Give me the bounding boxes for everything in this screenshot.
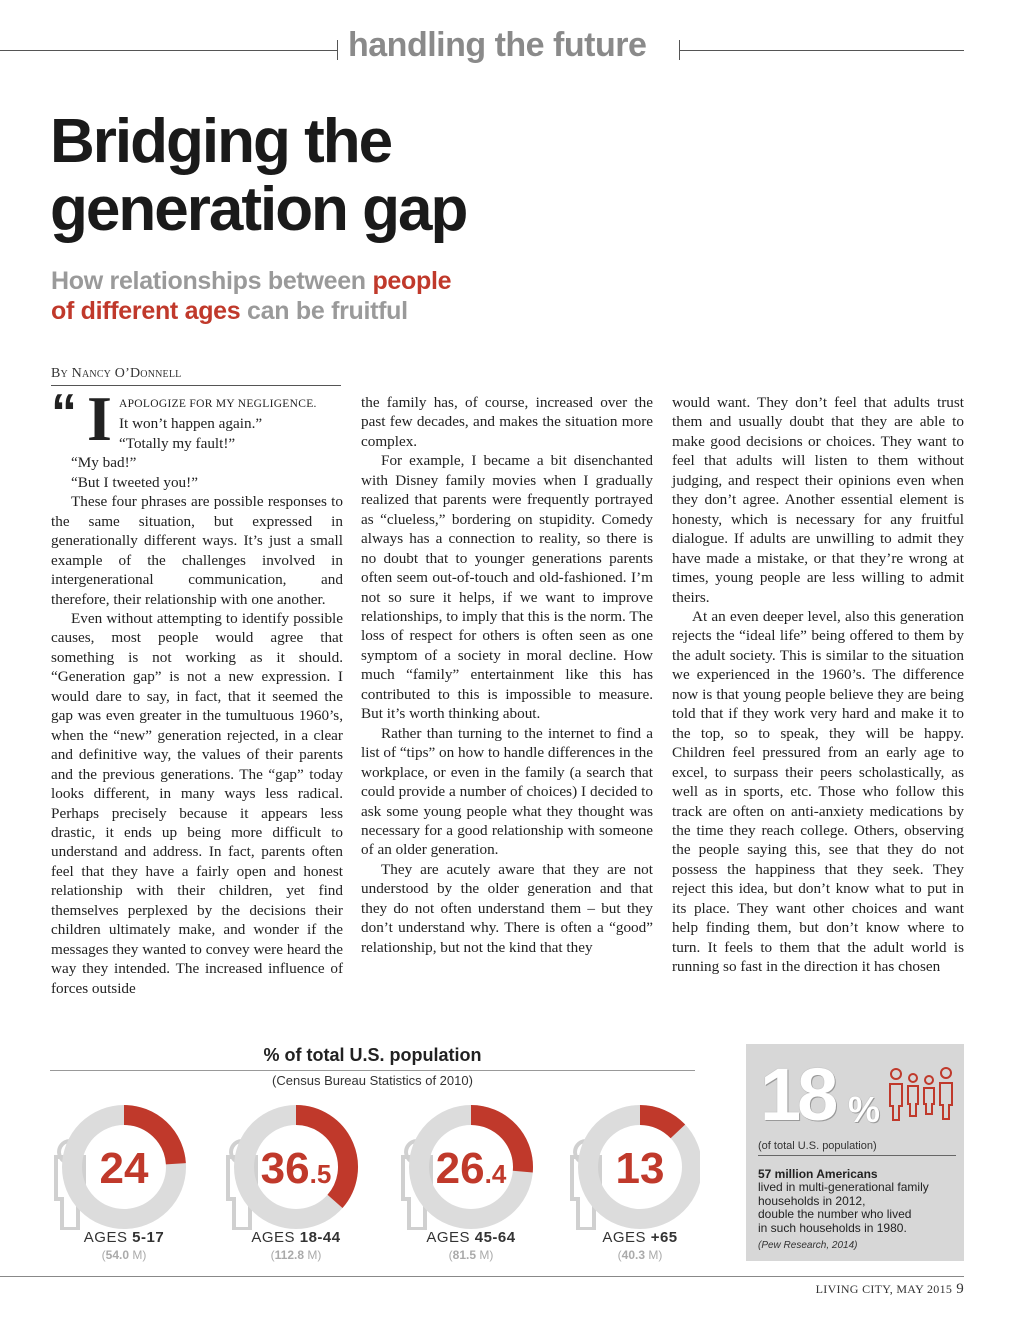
stat-big-number: 18 [760,1053,835,1136]
page-footer [816,1281,964,1298]
paragraph: “My bad!” [71,454,137,472]
paragraph: For example, I became a bit disenchanted with Disney family movies when I gradually realized that parents were frequently portrayed as “clueless,” bordering on stupidity. Comedy always has a connection to reality, so there is no doubt that to younger generations parents often seem out-of-touch and old-fashioned. I’m not so sure it helps, if we want to improve relationships, to imply that this is the norm. The loss of respect for others is often seen as one symptom of a society in moral decline. How much “family” entertainment like this has contributed to this is impossible to measure. But it’s worth thinking about. [361,452,653,723]
stat-body-line: lived in multi-generational family [758,1180,929,1194]
drop-cap: I [87,383,112,454]
opening-quote-mark: “ [51,384,77,442]
multigenerational-stat-box [746,1044,964,1261]
opening-lead-in: APOLOGIZE FOR MY NEGLIGENCE. [119,398,317,410]
family-group-icon [886,1064,958,1124]
paragraph: the family has, of course, increased over the past few decades, and makes the situation more complex. [361,394,653,450]
age-label-18-44: AGES 18-44 [251,1229,341,1246]
paragraph: “But I tweeted you!” [71,473,198,491]
paragraph: These four phrases are possible responses to the same situation, but expressed in generationally different ways. It’s just a small example of the challenges involved in intergenerational communication, and therefore, their relationship with one another. [51,493,343,608]
article-opening [51,383,343,454]
ring-value-65-plus: 13 [615,1144,665,1193]
stat-body-line: in such households in 1980. [758,1220,907,1235]
section-rule-left [0,50,337,51]
stat-body-line: households in 2012, [758,1193,866,1208]
population-ring-chart [40,1095,700,1230]
stat-body [758,1181,958,1235]
age-population-18-44: (112.8 M) [270,1248,322,1262]
age-population-65-plus: (40.3 M) [617,1248,663,1262]
age-label-45-64: AGES 45-64 [426,1229,516,1246]
article-headline [50,108,670,244]
section-label: handling the future [348,26,647,64]
ring-value-45-64: 26.4 [435,1144,507,1193]
section-rule-right [680,50,964,51]
footer-rule [0,1276,964,1277]
byline: By Nancy O’Donnell [51,366,341,386]
infographic-title: % of total U.S. population [263,1045,482,1065]
opening-line-3: “Totally my fault!” [119,434,236,452]
footer-publication: LIVING CITY, MAY 2015 [815,1282,953,1296]
ring-value-5-17: 24 [99,1144,149,1193]
stat-note: (of total U.S. population) [758,1140,877,1152]
deck-part-2: can be fruitful [240,297,408,325]
age-label-65-plus: AGES +65 [602,1229,678,1246]
paragraph: They are acutely aware that they are not understood by the older generation and that they do not often understand them – but they don’t understand why. There is often a “good” relationship, but not the kind that they [361,860,653,956]
paragraph: Rather than turning to the internet to find a list of “tips” on how to handle differences in the workplace, or even in the family (a search that could provide a number of choices) I decided to ask some young people what they thought was necessary for a good relationship with someone of an older generation. [361,724,654,859]
headline-line-2: generation gap [50,175,467,244]
headline-line-1: Bridging the [50,107,392,176]
ring-value-18-44: 36.5 [260,1144,332,1193]
age-population-5-17: (54.0 M) [101,1248,147,1262]
section-tick-left [337,40,338,60]
article-column-2 [361,393,653,957]
stat-headline: 57 million Americans [758,1167,878,1181]
ring-slice-65-plus [640,1115,678,1131]
stat-body-line: double the number who lived [758,1207,912,1221]
page-number: 9 [956,1281,964,1297]
paragraph: At an even deeper level, also this generation rejects the “ideal life” being offered to them by the adult society. This is similar to the situation we experienced in the 1960’s. The difference now is that young people believe they are being told that if they work very hard and make it to the top, so to speak, they will be happy. Children feel pressured from an early age to excel, to surpass their peers scholastically, as well as in sports, etc. Those who follow this track are often on anti-anxiety medications by the time they reach college. Others, observing the people saying this, see that they do not possess the happiness that they seek. They reject this idea, but don’t know what to put in its place. They want other choices and want help finding them, but don’t know where to turn. It feels to them that the adult world is running so fast in the direction it has chosen [672,607,964,976]
age-population-45-64: (81.5 M) [448,1248,494,1262]
infographic-subtitle: (Census Bureau Statistics of 2010) [272,1073,473,1088]
paragraph: would want. They don’t feel that adults trust them and usually doubt that they are able to make good decisions or choices. They want to feel that adults will listen to them without judging, and respect their opinions even when they don’t agree. Another essential element is honesty, which is necessary for any fruitful dialogue. If adults are unwilling to admit they have made a mistake, or that they’re wrong at times, young people are less willing to admit theirs. [672,394,964,606]
paragraph: Even without attempting to identify possible causes, most people would agree that something is not working as it should. “Generation gap” is not a new expression. I would dare to say, in fact, that it seemed the gap was even greater in the tumultuous 1960’s, when the “new” generation rejected, in a clear and definitive way, the values of their parents and the previous generations. The “gap” today looks different, in many ways less radical. Perhaps precisely because it appears less drastic, it ends up being more difficult to understand and address. In fact, parents often feel that they have a fairly open and honest relationship with their children, yet find themselves perplexed by the decisions their children ultimately make, and wonder if the messages they wanted to convey were heard the way they intended. The increased influence of forces outside [51,609,343,997]
stat-percent-sign: % [848,1089,881,1130]
opening-line-2: It won’t happen again.” [119,415,263,433]
age-label-5-17: AGES 5-17 [83,1229,165,1246]
deck-part-1: How relationships between [51,267,373,295]
article-column-1 [51,383,343,998]
infographic-rule [50,1070,695,1071]
deck-highlight-1: people [372,267,452,295]
article-column-3 [672,393,964,977]
article-deck [51,266,571,326]
deck-highlight-2: of different ages [51,297,241,325]
stat-note-rule [758,1155,956,1156]
stat-source: (Pew Research, 2014) [758,1240,858,1251]
